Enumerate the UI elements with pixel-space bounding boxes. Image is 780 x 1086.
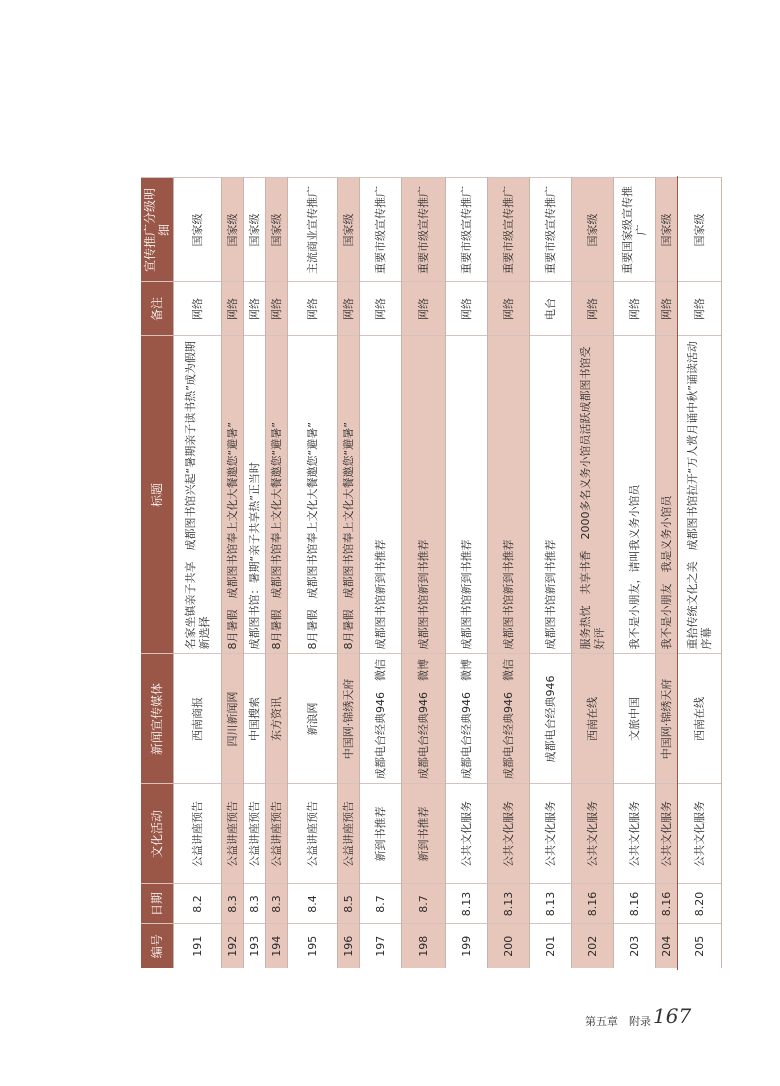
cell-no: 202 (572, 924, 614, 968)
cell-level: 国家级 (572, 178, 614, 282)
cell-no: 191 (174, 924, 222, 968)
cell-date: 8.13 (530, 884, 572, 924)
cell-note: 电台 (530, 282, 572, 336)
header-media: 新闻宣传媒体 (141, 654, 174, 784)
cell-activity: 公共文化服务 (678, 784, 722, 884)
table-row (572, 178, 614, 968)
cell-activity: 公共文化服务 (488, 784, 530, 884)
cell-date: 8.20 (678, 884, 722, 924)
table-row (266, 178, 288, 968)
cell-note: 网络 (338, 282, 360, 336)
cell-media: 新浪网 (288, 654, 338, 784)
cell-no: 201 (530, 924, 572, 968)
table-header-row (141, 178, 174, 968)
cell-activity: 公益讲座预告 (174, 784, 222, 884)
cell-note: 网络 (174, 282, 222, 336)
cell-level: 主流商业宣传推广 (288, 178, 338, 282)
cell-level: 国家级 (656, 178, 678, 282)
cell-date: 8.16 (572, 884, 614, 924)
cell-no: 193 (244, 924, 266, 968)
cell-date: 8.3 (266, 884, 288, 924)
cell-date: 8.7 (360, 884, 402, 924)
publicity-table (141, 178, 722, 969)
cell-date: 8.2 (174, 884, 222, 924)
cell-level: 国家级 (244, 178, 266, 282)
cell-date: 8.16 (614, 884, 656, 924)
header-activity: 文化活动 (141, 784, 174, 884)
table-edge-rule (677, 176, 678, 970)
header-note: 备注 (141, 282, 174, 336)
cell-activity: 公益讲座预告 (338, 784, 360, 884)
cell-date: 8.16 (656, 884, 678, 924)
cell-title: 8月暑假 成都图书馆奉上文化大餐邀您“避暑” (288, 336, 338, 654)
cell-title: 8月暑假 成都图书馆奉上文化大餐邀您“避暑” (338, 336, 360, 654)
cell-no: 198 (402, 924, 446, 968)
table-row (244, 178, 266, 968)
cell-no: 195 (288, 924, 338, 968)
rotated-table-container (141, 178, 713, 968)
cell-no: 204 (656, 924, 678, 968)
cell-date: 8.3 (222, 884, 244, 924)
cell-media: 西南在线 (678, 654, 722, 784)
cell-activity: 公益讲座预告 (288, 784, 338, 884)
cell-media: 成都电台经典946 微博 (402, 654, 446, 784)
cell-note: 网络 (360, 282, 402, 336)
cell-activity: 公益讲座预告 (244, 784, 266, 884)
cell-no: 194 (266, 924, 288, 968)
cell-activity: 公共文化服务 (656, 784, 678, 884)
header-title: 标题 (141, 336, 174, 654)
cell-date: 8.13 (446, 884, 488, 924)
cell-title: 成都图书馆新到书推荐 (530, 336, 572, 654)
cell-note: 网络 (678, 282, 722, 336)
cell-media: 成都电台经典946 微信 (488, 654, 530, 784)
cell-media: 中国网·锦绣天府 (338, 654, 360, 784)
cell-media: 中国搜索 (244, 654, 266, 784)
cell-media: 西南在线 (572, 654, 614, 784)
table-row (174, 178, 222, 968)
cell-level: 国家级 (174, 178, 222, 282)
cell-title: 8月暑假 成都图书馆奉上文化大餐邀您“避暑” (266, 336, 288, 654)
table-row (360, 178, 402, 968)
header-date: 日期 (141, 884, 174, 924)
cell-date: 8.3 (244, 884, 266, 924)
table-row (656, 178, 678, 968)
cell-note: 网络 (266, 282, 288, 336)
cell-date: 8.7 (402, 884, 446, 924)
cell-title: 成都图书馆新到书推荐 (446, 336, 488, 654)
cell-date: 8.13 (488, 884, 530, 924)
cell-note: 网络 (656, 282, 678, 336)
cell-media: 东方资讯 (266, 654, 288, 784)
cell-level: 重要国家级宣传推广 (614, 178, 656, 282)
cell-title: 成都图书馆新到书推荐 (360, 336, 402, 654)
table-row (488, 178, 530, 968)
cell-level: 国家级 (338, 178, 360, 282)
cell-media: 成都电台经典946 (530, 654, 572, 784)
cell-level: 国家级 (266, 178, 288, 282)
cell-no: 192 (222, 924, 244, 968)
cell-title: 名家坐镇亲子共享 成都图书馆兴起“暑期亲子读书热”成为假期新选择 (174, 336, 222, 654)
table-row (402, 178, 446, 968)
cell-activity: 公共文化服务 (530, 784, 572, 884)
cell-activity: 公共文化服务 (572, 784, 614, 884)
cell-activity: 公共文化服务 (614, 784, 656, 884)
cell-media: 中国网·锦绣天府 (656, 654, 678, 784)
cell-no: 197 (360, 924, 402, 968)
cell-media: 成都电台经典946 微博 (446, 654, 488, 784)
cell-level: 国家级 (222, 178, 244, 282)
cell-activity: 公益讲座预告 (222, 784, 244, 884)
cell-title: 成都图书馆：暑期“亲子共享热”正当时 (244, 336, 266, 654)
cell-title: 成都图书馆新到书推荐 (488, 336, 530, 654)
cell-media: 文旅中国 (614, 654, 656, 784)
cell-level: 重要市级宣传推广 (488, 178, 530, 282)
cell-note: 网络 (572, 282, 614, 336)
cell-media: 四川新闻网 (222, 654, 244, 784)
cell-note: 网络 (614, 282, 656, 336)
table-row (614, 178, 656, 968)
cell-media: 西南商报 (174, 654, 222, 784)
cell-date: 8.5 (338, 884, 360, 924)
cell-title: 成都图书馆新到书推荐 (402, 336, 446, 654)
cell-activity: 新到书推荐 (402, 784, 446, 884)
cell-level: 重要市级宣传推广 (402, 178, 446, 282)
cell-no: 205 (678, 924, 722, 968)
cell-date: 8.4 (288, 884, 338, 924)
cell-note: 网络 (244, 282, 266, 336)
cell-activity: 公共文化服务 (446, 784, 488, 884)
cell-title: 服务热忱 共享书香 2000多名义务小馆员活跃成都图书馆受好评 (572, 336, 614, 654)
cell-note: 网络 (288, 282, 338, 336)
cell-note: 网络 (222, 282, 244, 336)
header-no: 编号 (141, 924, 174, 968)
header-level: 宣传推广分级明细 (141, 178, 174, 282)
cell-no: 199 (446, 924, 488, 968)
cell-title: 8月暑假 成都图书馆奉上文化大餐邀您“避暑” (222, 336, 244, 654)
table-row (338, 178, 360, 968)
cell-no: 203 (614, 924, 656, 968)
cell-level: 国家级 (678, 178, 722, 282)
table-row (678, 178, 722, 968)
cell-no: 200 (488, 924, 530, 968)
cell-activity: 公益讲座预告 (266, 784, 288, 884)
cell-title: 我不是小朋友 我是义务小馆员 (656, 336, 678, 654)
page-number: 167 (653, 1004, 692, 1028)
table-row (288, 178, 338, 968)
cell-note: 网络 (446, 282, 488, 336)
cell-activity: 新到书推荐 (360, 784, 402, 884)
cell-media: 成都电台经典946 微信 (360, 654, 402, 784)
cell-level: 重要市级宣传推广 (360, 178, 402, 282)
chapter-label: 第五章 附录 (585, 1015, 651, 1028)
table-row (446, 178, 488, 968)
cell-level: 重要市级宣传推广 (446, 178, 488, 282)
cell-level: 重要市级宣传推广 (530, 178, 572, 282)
cell-note: 网络 (402, 282, 446, 336)
cell-no: 196 (338, 924, 360, 968)
table-row (222, 178, 244, 968)
cell-title: 我不是小朋友，请叫我义务小馆员 (614, 336, 656, 654)
cell-title: 重拾传统文化之美 成都图书馆拉开“万人赏月诵中秋”诵读活动序幕 (678, 336, 722, 654)
table-row (530, 178, 572, 968)
cell-note: 网络 (488, 282, 530, 336)
